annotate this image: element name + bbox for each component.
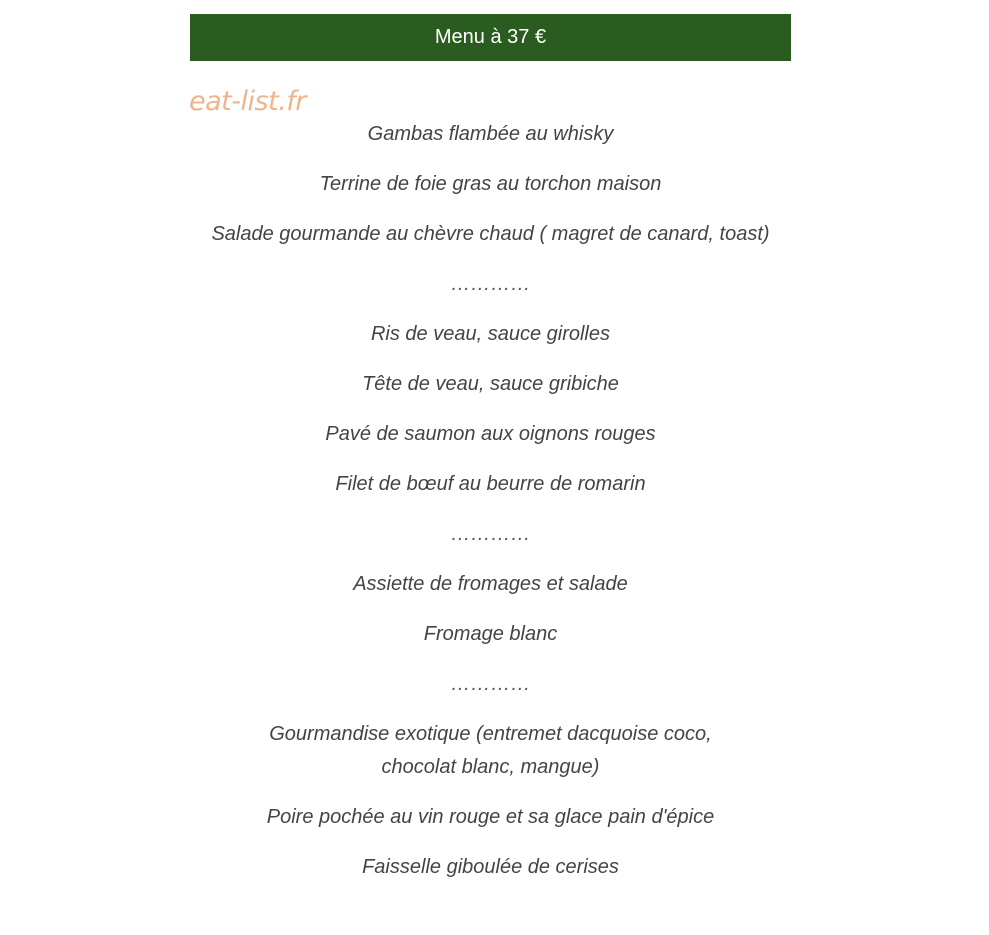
menu-item-entree: Terrine de foie gras au torchon maison xyxy=(319,173,662,195)
menu-item-plat: Tête de veau, sauce gribiche xyxy=(362,373,619,395)
menu-item-dessert: Faisselle giboulée de cerises xyxy=(362,856,619,878)
menu-item-fromage: Assiette de fromages et salade xyxy=(353,573,628,595)
menu-list xyxy=(190,118,791,901)
menu-item-fromage: Fromage blanc xyxy=(423,623,558,645)
menu-item-plat: Filet de bœuf au beurre de romarin xyxy=(335,473,646,495)
menu-item-plat: Ris de veau, sauce girolles xyxy=(370,323,610,345)
course-separator: ………… xyxy=(450,523,531,545)
menu-item-entree: Salade gourmande au chèvre chaud ( magret de canard, toast) xyxy=(211,223,770,245)
menu-item-dessert: Poire pochée au vin rouge et sa glace pain d'épice xyxy=(266,806,715,828)
menu-title-bar xyxy=(190,14,791,61)
menu-item-entree: Gambas flambée au whisky xyxy=(367,123,614,145)
menu-item-dessert: Gourmandise exotique (entremet dacquoise coco, chocolat blanc, mangue) xyxy=(269,723,712,778)
watermark-logo: eat-list.fr xyxy=(189,86,306,117)
course-separator: ………… xyxy=(450,273,531,295)
menu-title: Menu à 37 € xyxy=(434,26,547,48)
course-separator: ………… xyxy=(450,673,531,695)
menu-item-plat: Pavé de saumon aux oignons rouges xyxy=(325,423,656,445)
